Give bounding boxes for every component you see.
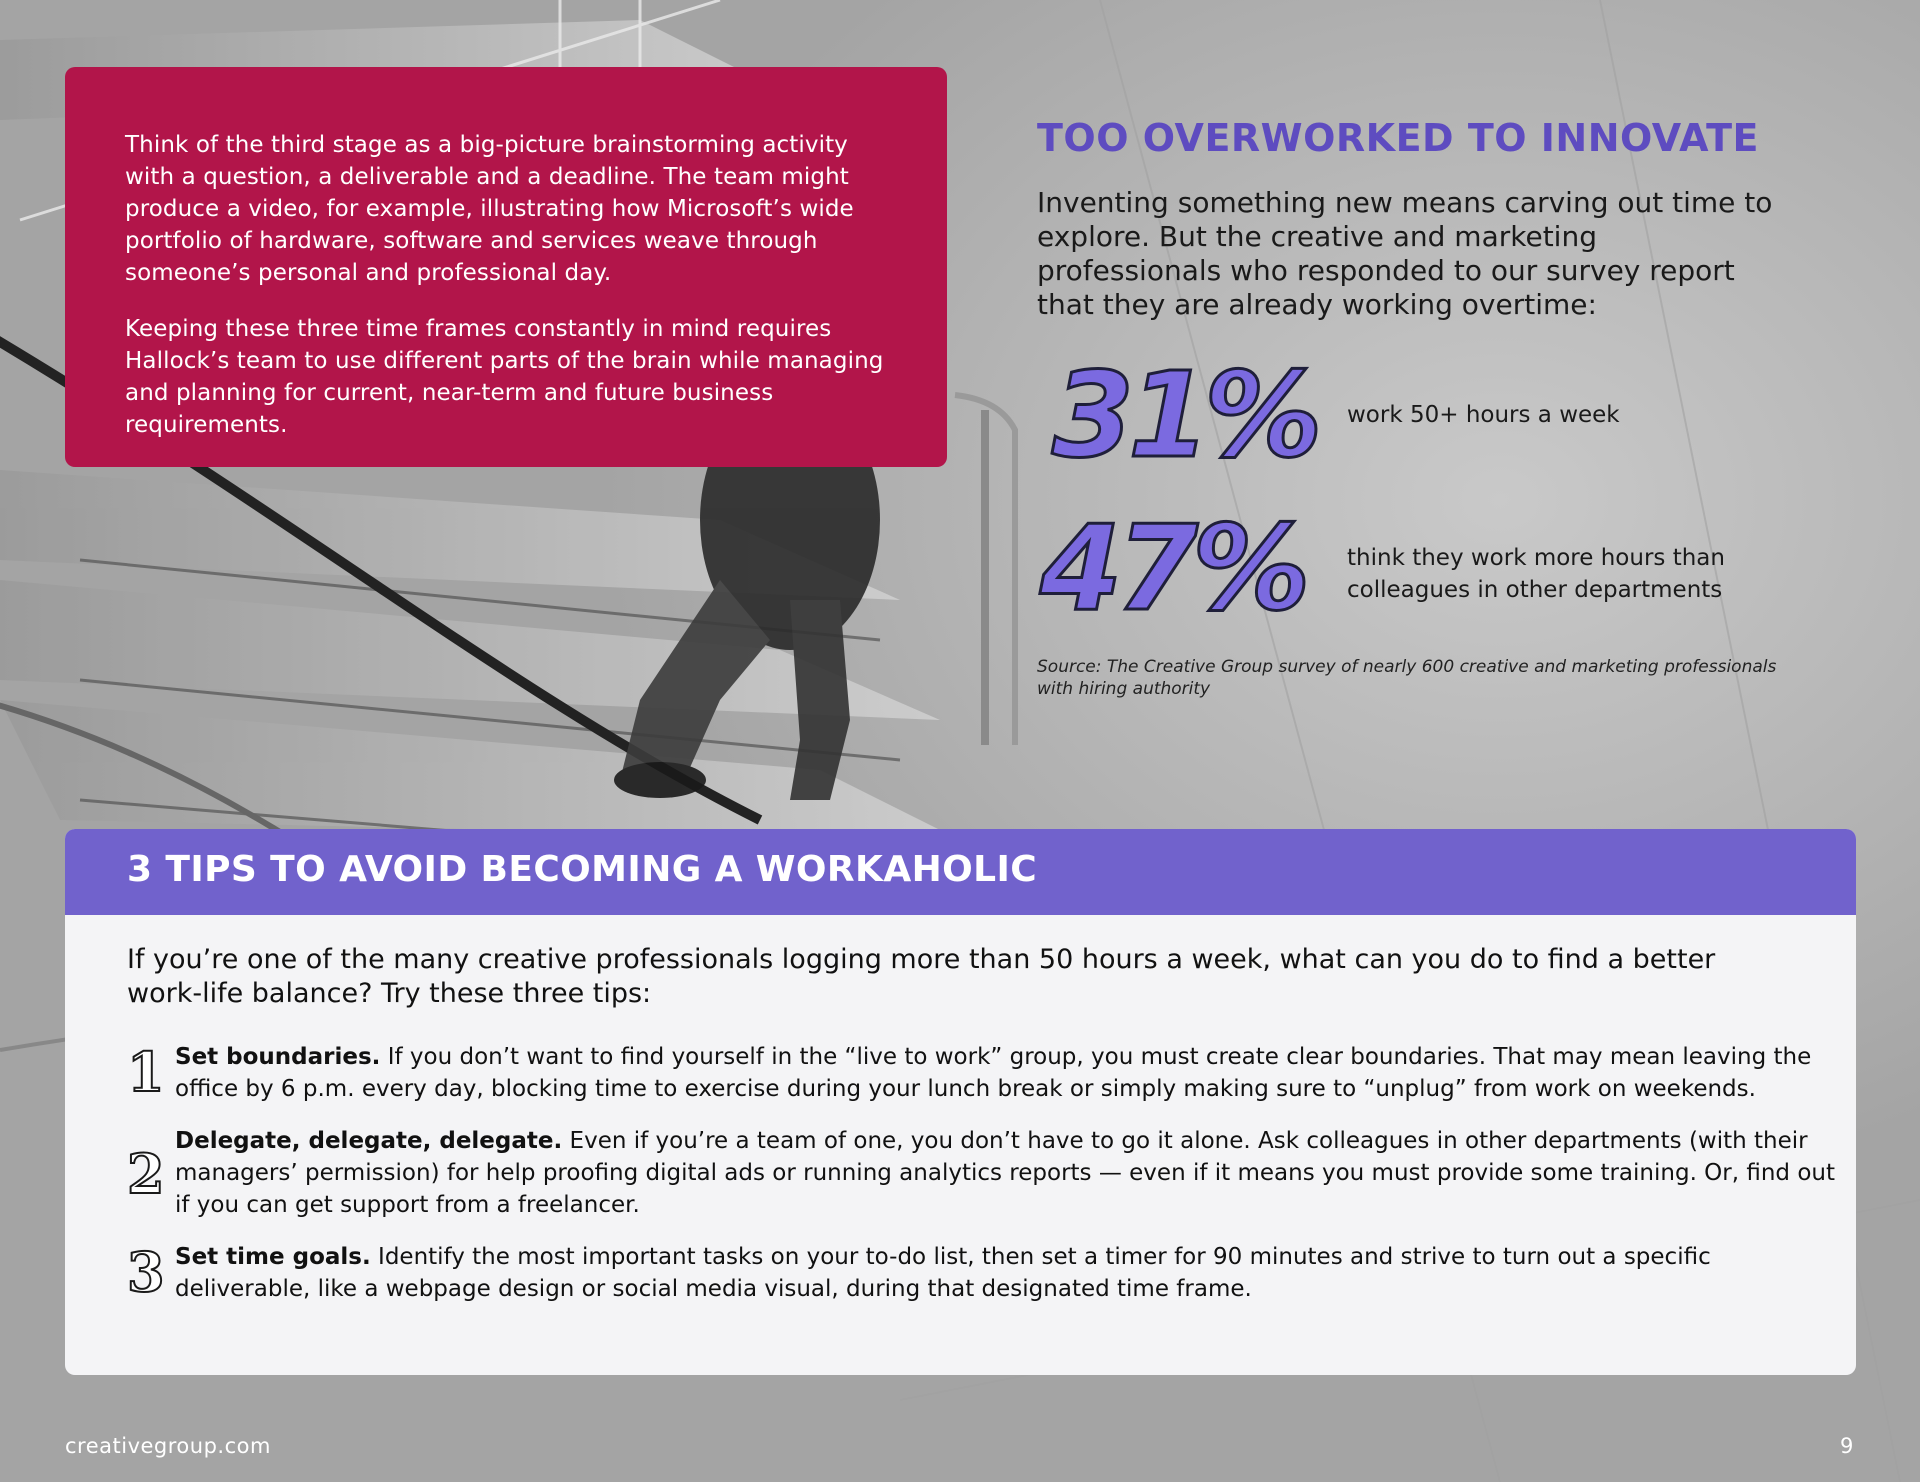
- tip-text-2: [175, 1125, 1847, 1221]
- tip-item-3: [127, 1241, 1847, 1305]
- tips-intro: If you’re one of the many creative professionals logging more than 50 hours a week, what can you do to find a better work-life balance? Try these three tips:: [127, 944, 1716, 1009]
- tip-item-1: [127, 1041, 1847, 1105]
- tips-header: [65, 829, 1856, 915]
- number-three-icon: 3: [127, 1240, 165, 1304]
- tips-panel: [65, 829, 1856, 1375]
- intro-paragraph-1: Think of the third stage as a big-picture brainstorming activity with a question, a deliverable and a deadline. The team might produce a video, for example, illustrating how Microsoft’s wide portfolio of hardware, software and services weave through someone’s personal and professional day.: [125, 132, 854, 286]
- stat-31-label: work 50+ hours a week: [1347, 402, 1620, 428]
- tip-item-2: [127, 1125, 1847, 1221]
- stat-31-percent: 31%: [1052, 346, 1317, 484]
- page-number: 9: [1840, 1434, 1854, 1458]
- overwork-intro: Inventing something new means carving out time to explore. But the creative and marketing professionals who responded to our survey report that they are already working overtime:: [1037, 186, 1773, 321]
- footer-site-link[interactable]: creativegroup.com: [65, 1434, 271, 1458]
- tip-body-1: If you don’t want to find yourself in the “live to work” group, you must create clear boundaries. That may mean leaving the office by 6 p.m. every day, blocking time to exercise during your lunch break or simply making sure to “unplug” from work on weekends.: [175, 1044, 1812, 1102]
- stat-47-label: think they work more hours than colleagues in other departments: [1347, 545, 1725, 603]
- tip-lead-2: Delegate, delegate, delegate.: [175, 1128, 563, 1154]
- number-one-icon: 1: [127, 1040, 165, 1104]
- tip-body-2: Even if you’re a team of one, you don’t have to go it alone. Ask colleagues in other departments (with their managers’ permission) for help proofing digital ads or running analytics reports — even if it means you must provide some training. Or, find out if you can get support from a freelancer.: [175, 1128, 1836, 1218]
- tip-lead-3: Set time goals.: [175, 1244, 371, 1270]
- number-two-icon: 2: [127, 1142, 165, 1206]
- stat-47-percent: 47%: [1040, 499, 1305, 637]
- tip-text-3: [175, 1241, 1847, 1305]
- intro-box: [65, 67, 947, 467]
- tips-title: 3 TIPS TO AVOID BECOMING A WORKAHOLIC: [127, 849, 1038, 890]
- tip-lead-1: Set boundaries.: [175, 1044, 381, 1070]
- tip-body-3: Identify the most important tasks on your to-do list, then set a timer for 90 minutes and strive to turn out a specific deliverable, like a webpage design or social media visual, during that designated time frame.: [175, 1244, 1711, 1302]
- survey-source: Source: The Creative Group survey of nearly 600 creative and marketing professionals with hiring authority: [1037, 657, 1777, 699]
- intro-paragraph-2: Keeping these three time frames constantly in mind requires Hallock’s team to use different parts of the brain while managing and planning for current, near-term and future business requirements.: [125, 316, 884, 438]
- overwork-heading: TOO OVERWORKED TO INNOVATE: [1037, 116, 1759, 160]
- tip-text-1: [175, 1041, 1847, 1105]
